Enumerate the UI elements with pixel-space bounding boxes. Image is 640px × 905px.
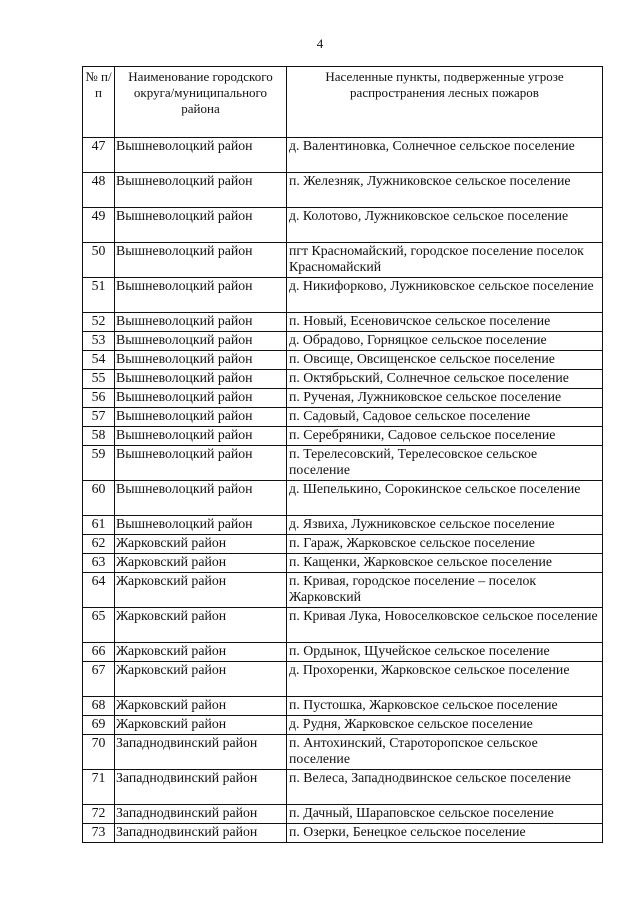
row-district: Вышневолоцкий район [115, 370, 287, 389]
row-district: Вышневолоцкий район [115, 208, 287, 243]
row-district: Западнодвинский район [115, 770, 287, 805]
row-num: 61 [83, 516, 115, 535]
row-district: Жарковский район [115, 643, 287, 662]
row-district: Вышневолоцкий район [115, 138, 287, 173]
row-places: п. Кривая, городское поселение – поселок Жарковский [287, 573, 603, 608]
table-row [83, 208, 603, 243]
row-num: 69 [83, 716, 115, 735]
row-num: 71 [83, 770, 115, 805]
row-district: Жарковский район [115, 573, 287, 608]
row-places: д. Колотово, Лужниковское сельское поселение [287, 208, 603, 243]
row-district: Западнодвинский район [115, 735, 287, 770]
row-num: 49 [83, 208, 115, 243]
row-places: п. Антохинский, Староторопское сельское поселение [287, 735, 603, 770]
row-places: п. Велеса, Западнодвинское сельское поселение [287, 770, 603, 805]
table-row [83, 573, 603, 608]
row-places: п. Гараж, Жарковское сельское поселение [287, 535, 603, 554]
row-places: п. Озерки, Бенецкое сельское поселение [287, 824, 603, 843]
row-places: д. Шепелькино, Сорокинское сельское поселение [287, 481, 603, 516]
row-num: 56 [83, 389, 115, 408]
row-num: 47 [83, 138, 115, 173]
table-row [83, 138, 603, 173]
row-district: Жарковский район [115, 608, 287, 643]
table-header-row [83, 67, 603, 138]
row-num: 60 [83, 481, 115, 516]
row-district: Жарковский район [115, 662, 287, 697]
row-places: д. Прохоренки, Жарковское сельское поселение [287, 662, 603, 697]
table-row [83, 535, 603, 554]
row-num: 53 [83, 332, 115, 351]
settlements-table [82, 66, 603, 843]
row-num: 58 [83, 427, 115, 446]
row-places: п. Овсище, Овсищенское сельское поселение [287, 351, 603, 370]
row-places: п. Октябрьский, Солнечное сельское поселение [287, 370, 603, 389]
table-row [83, 351, 603, 370]
row-places: п. Рученая, Лужниковское сельское поселение [287, 389, 603, 408]
table-row [83, 805, 603, 824]
row-district: Вышневолоцкий район [115, 389, 287, 408]
row-district: Вышневолоцкий район [115, 481, 287, 516]
row-num: 68 [83, 697, 115, 716]
row-places: п. Железняк, Лужниковское сельское поселение [287, 173, 603, 208]
row-num: 70 [83, 735, 115, 770]
table-row [83, 554, 603, 573]
row-district: Вышневолоцкий район [115, 516, 287, 535]
row-num: 67 [83, 662, 115, 697]
row-district: Вышневолоцкий район [115, 446, 287, 481]
header-district: Наименование городского округа/муниципального района [115, 67, 287, 138]
table-row [83, 446, 603, 481]
row-district: Вышневолоцкий район [115, 278, 287, 313]
row-places: п. Дачный, Шараповское сельское поселение [287, 805, 603, 824]
row-num: 50 [83, 243, 115, 278]
row-num: 59 [83, 446, 115, 481]
table-row [83, 662, 603, 697]
row-places: п. Серебряники, Садовое сельское поселение [287, 427, 603, 446]
row-places: п. Кривая Лука, Новоселковское сельское поселение [287, 608, 603, 643]
row-num: 54 [83, 351, 115, 370]
table-row [83, 243, 603, 278]
table-row [83, 278, 603, 313]
row-district: Вышневолоцкий район [115, 243, 287, 278]
table-row [83, 770, 603, 805]
row-num: 65 [83, 608, 115, 643]
row-num: 57 [83, 408, 115, 427]
row-num: 72 [83, 805, 115, 824]
row-places: д. Валентиновка, Солнечное сельское поселение [287, 138, 603, 173]
table-row [83, 608, 603, 643]
row-num: 62 [83, 535, 115, 554]
table-row [83, 716, 603, 735]
row-places: п. Пустошка, Жарковское сельское поселение [287, 697, 603, 716]
row-district: Жарковский район [115, 697, 287, 716]
row-district: Жарковский район [115, 535, 287, 554]
row-places: п. Садовый, Садовое сельское поселение [287, 408, 603, 427]
row-places: п. Кащенки, Жарковское сельское поселение [287, 554, 603, 573]
header-num: № п/п [83, 67, 115, 138]
row-places: д. Никифорково, Лужниковское сельское поселение [287, 278, 603, 313]
page-number: 4 [316, 36, 324, 51]
row-district: Западнодвинский район [115, 824, 287, 843]
row-district: Вышневолоцкий район [115, 351, 287, 370]
row-places: д. Рудня, Жарковское сельское поселение [287, 716, 603, 735]
row-num: 48 [83, 173, 115, 208]
row-district: Жарковский район [115, 554, 287, 573]
row-district: Вышневолоцкий район [115, 313, 287, 332]
table-row [83, 481, 603, 516]
table-row [83, 427, 603, 446]
row-num: 63 [83, 554, 115, 573]
table-row [83, 735, 603, 770]
table-row [83, 389, 603, 408]
table-row [83, 697, 603, 716]
row-places: пгт Красномайский, городское поселение поселок Красномайский [287, 243, 603, 278]
table-row [83, 643, 603, 662]
row-num: 66 [83, 643, 115, 662]
row-places: д. Язвиха, Лужниковское сельское поселение [287, 516, 603, 535]
row-num: 73 [83, 824, 115, 843]
row-places: п. Ордынок, Щучейское сельское поселение [287, 643, 603, 662]
row-places: п. Новый, Есеновичское сельское поселение [287, 313, 603, 332]
row-num: 55 [83, 370, 115, 389]
row-places: д. Обрадово, Горняцкое сельское поселение [287, 332, 603, 351]
row-district: Вышневолоцкий район [115, 332, 287, 351]
row-places: п. Терелесовский, Терелесовское сельское поселение [287, 446, 603, 481]
row-district: Вышневолоцкий район [115, 173, 287, 208]
row-district: Вышневолоцкий район [115, 427, 287, 446]
table-row [83, 824, 603, 843]
row-num: 52 [83, 313, 115, 332]
table-row [83, 313, 603, 332]
row-num: 51 [83, 278, 115, 313]
row-num: 64 [83, 573, 115, 608]
header-places: Населенные пункты, подверженные угрозе распространения лесных пожаров [287, 67, 603, 138]
row-district: Жарковский район [115, 716, 287, 735]
table-row [83, 332, 603, 351]
table-row [83, 408, 603, 427]
row-district: Западнодвинский район [115, 805, 287, 824]
table-row [83, 173, 603, 208]
row-district: Вышневолоцкий район [115, 408, 287, 427]
table-row [83, 516, 603, 535]
table-row [83, 370, 603, 389]
